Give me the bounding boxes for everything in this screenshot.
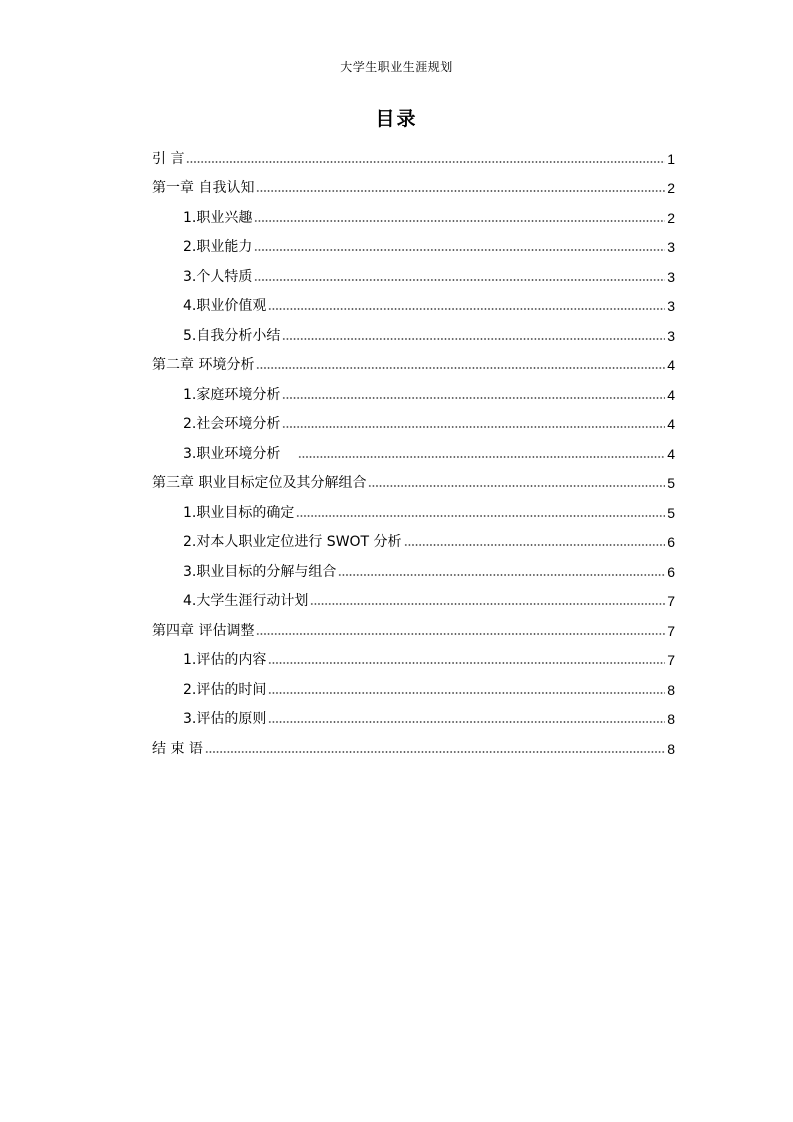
toc-entry[interactable] bbox=[152, 319, 675, 349]
toc-entry-page: 6 bbox=[667, 534, 675, 550]
dot-leader bbox=[254, 278, 665, 282]
toc-entry-page: 4 bbox=[667, 416, 675, 432]
toc-entry-label: 3.职业目标的分解与组合 bbox=[183, 563, 337, 580]
toc-entry-label: 3.个人特质 bbox=[183, 268, 253, 285]
toc-entry-page: 8 bbox=[667, 681, 675, 698]
toc-entry-page: 1 bbox=[667, 150, 675, 167]
dot-leader bbox=[256, 366, 665, 370]
dot-leader bbox=[268, 307, 665, 311]
toc-entry-label: 4.大学生涯行动计划 bbox=[183, 593, 309, 609]
toc-entry-page: 3 bbox=[667, 239, 675, 255]
toc-entry[interactable] bbox=[152, 408, 675, 438]
toc-title: 目录 bbox=[375, 108, 418, 130]
toc-entry-label: 2.社会环境分析 bbox=[183, 416, 281, 432]
toc-entry-label: 2.职业能力 bbox=[183, 239, 253, 255]
toc-entry[interactable] bbox=[152, 260, 675, 290]
toc-entry-page: 7 bbox=[667, 622, 675, 639]
toc-entry-page: 4 bbox=[667, 445, 675, 462]
dot-leader bbox=[254, 219, 665, 223]
toc-entry-label: 第三章 职业目标定位及其分解组合 bbox=[152, 475, 367, 491]
toc-entry-label: 1.评估的内容 bbox=[183, 652, 267, 668]
toc-entry-label: 2.评估的时间 bbox=[183, 681, 267, 698]
dot-leader bbox=[298, 455, 665, 459]
dot-leader bbox=[268, 691, 665, 695]
toc-entry-page: 3 bbox=[667, 268, 675, 285]
toc-entry[interactable] bbox=[152, 467, 675, 497]
toc-entry-label: 第一章 自我认知 bbox=[152, 180, 255, 196]
dot-leader bbox=[296, 514, 665, 518]
toc-entry[interactable] bbox=[152, 644, 675, 674]
toc-entry-label: 1.职业兴趣 bbox=[183, 209, 253, 226]
dot-leader bbox=[256, 189, 665, 193]
toc-entry-label: 5.自我分析小结 bbox=[183, 327, 281, 344]
toc-entry-page: 7 bbox=[667, 593, 675, 609]
toc-entry-page: 3 bbox=[667, 327, 675, 344]
dot-leader bbox=[268, 720, 665, 724]
toc-entry[interactable] bbox=[152, 231, 675, 261]
dot-leader bbox=[256, 632, 665, 636]
toc-entry-page: 4 bbox=[667, 386, 675, 403]
dot-leader bbox=[404, 543, 666, 547]
toc-entry-label: 1.家庭环境分析 bbox=[183, 386, 281, 403]
toc-entry[interactable] bbox=[152, 732, 675, 762]
toc-entry-page: 8 bbox=[667, 711, 675, 727]
dot-leader bbox=[310, 602, 665, 606]
dot-leader bbox=[338, 573, 665, 577]
toc-entry-page: 3 bbox=[667, 298, 675, 314]
dot-leader bbox=[205, 750, 665, 754]
toc-entry-page: 5 bbox=[667, 504, 675, 521]
dot-leader bbox=[254, 248, 665, 252]
toc-entry-page: 2 bbox=[667, 209, 675, 226]
toc-entry[interactable] bbox=[152, 496, 675, 526]
toc-entry[interactable] bbox=[152, 614, 675, 644]
toc-entry[interactable] bbox=[152, 585, 675, 615]
toc-entry-page: 8 bbox=[667, 740, 675, 757]
toc-entry-label: 第二章 环境分析 bbox=[152, 357, 255, 373]
dot-leader bbox=[282, 337, 665, 341]
toc-entry[interactable] bbox=[152, 526, 675, 556]
toc-entry[interactable] bbox=[152, 437, 675, 467]
toc-entry-label: 结 束 语 bbox=[152, 740, 203, 757]
toc-entry-page: 4 bbox=[667, 357, 675, 373]
toc-entry-label: 2.对本人职业定位进行 SWOT 分析 bbox=[183, 534, 402, 550]
toc-entry-page: 2 bbox=[667, 180, 675, 196]
toc-entry[interactable] bbox=[152, 142, 675, 172]
toc-entry-label: 4.职业价值观 bbox=[183, 298, 267, 314]
toc-entry-page: 7 bbox=[667, 652, 675, 668]
toc-entry[interactable] bbox=[152, 555, 675, 585]
toc-entry-label: 1.职业目标的确定 bbox=[183, 504, 295, 521]
toc-entry[interactable] bbox=[152, 290, 675, 320]
running-header: 大学生职业生涯规划 bbox=[340, 60, 453, 74]
toc-entry[interactable] bbox=[152, 703, 675, 733]
toc-entry-label: 第四章 评估调整 bbox=[152, 622, 255, 639]
toc-entry[interactable] bbox=[152, 378, 675, 408]
table-of-contents bbox=[152, 142, 675, 762]
toc-entry-label: 引 言 bbox=[152, 150, 185, 167]
dot-leader bbox=[282, 425, 665, 429]
dot-leader bbox=[268, 661, 665, 665]
toc-entry[interactable] bbox=[152, 201, 675, 231]
toc-entry-label: 3.职业环境分析 bbox=[183, 445, 281, 462]
dot-leader bbox=[186, 160, 665, 164]
dot-leader bbox=[368, 484, 665, 488]
dot-leader bbox=[282, 396, 665, 400]
toc-entry-label: 3.评估的原则 bbox=[183, 711, 267, 727]
toc-entry-page: 5 bbox=[667, 475, 675, 491]
toc-entry[interactable] bbox=[152, 673, 675, 703]
toc-entry[interactable] bbox=[152, 172, 675, 202]
toc-entry-page: 6 bbox=[667, 563, 675, 580]
toc-entry[interactable] bbox=[152, 349, 675, 379]
